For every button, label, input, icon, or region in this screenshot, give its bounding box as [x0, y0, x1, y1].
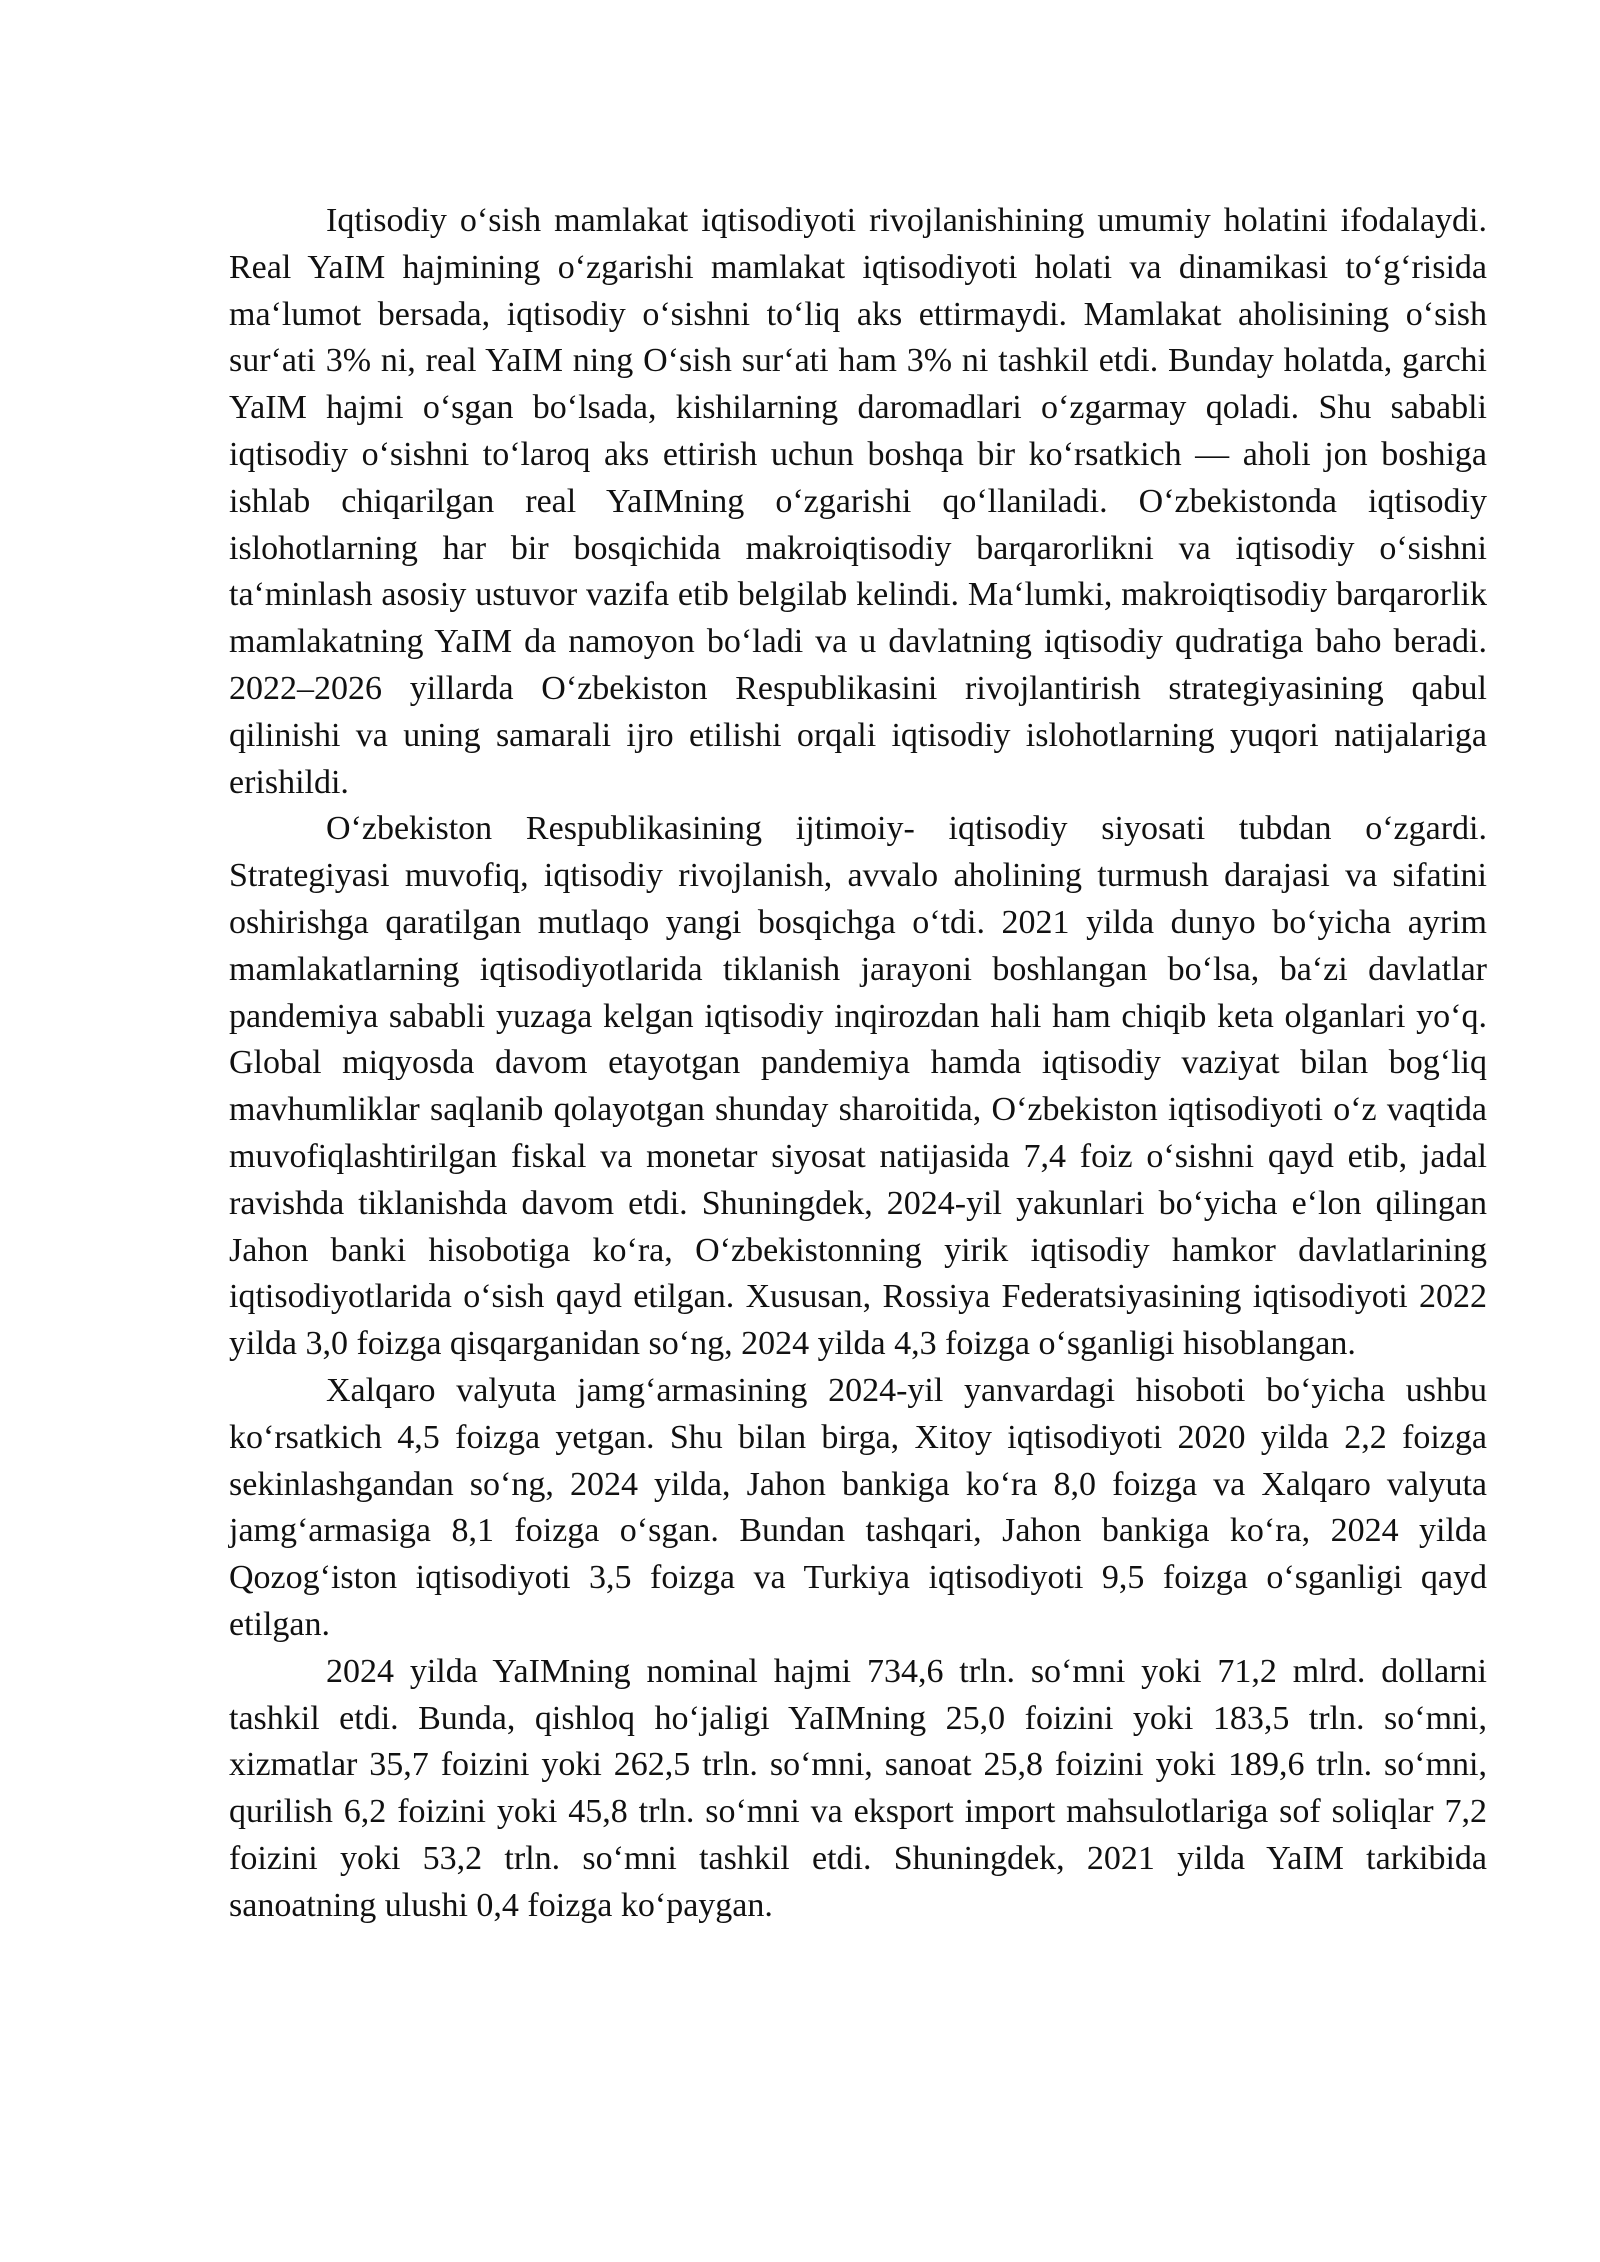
paragraph-3: Xalqaro valyuta jamgʻarmasining 2024-yil yanvardagi hisoboti boʻyicha ushbu koʻrsatkich 4,5 foizga yetgan. Shu bilan birga, Xitoy iqtisodiyoti 2020 yilda 2,2 foizga sekinlashgandan soʻng, 2024 yilda, Jahon bankiga koʻra 8,0 foizga va Xalqaro valyuta jamgʻarmasiga 8,1 foizga oʻsgan. Bundan tashqari, Jahon bankiga koʻra, 2024 yilda Qozogʻiston iqtisodiyoti 3,5 foizga va Turkiya iqtisodiyoti 9,5 foizga oʻsganligi qayd etilgan.	[229, 1371, 1487, 1643]
paragraph-4: 2024 yilda YaIMning nominal hajmi 734,6 trln. soʻmni yoki 71,2 mlrd. dollarni tashkil etdi. Bunda, qishloq hoʻjaligi YaIMning 25,0 foizini yoki 183,5 trln. soʻmni, xizmatlar 35,7 foizini yoki 262,5 trln. soʻmni, sanoat 25,8 foizini yoki 189,6 trln. soʻmni, qurilish 6,2 foizini yoki 45,8 trln. soʻmni va eksport import mahsulotlariga sof soliqlar 7,2 foizini yoki 53,2 trln. soʻmni tashkil etdi. Shuningdek, 2021 yilda YaIM tarkibida sanoatning ulushi 0,4 foizga koʻpaygan.	[229, 1652, 1487, 1924]
paragraph-1: Iqtisodiy oʻsish mamlakat iqtisodiyoti rivojlanishining umumiy holatini ifodalaydi. Real YaIM hajmining oʻzgarishi mamlakat iqtisodiyoti holati va dinamikasi toʻgʻrisida maʻlumot bersada, iqtisodiy oʻsishni toʻliq aks ettirmaydi. Mamlakat aholisining oʻsish surʻati 3% ni, real YaIM ning Oʻsish surʻati ham 3% ni tashkil etdi. Bunday holatda, garchi YaIM hajmi oʻsgan boʻlsada, kishilarning daromadlari oʻzgarmay qoladi. Shu sababli iqtisodiy oʻsishni toʻlaroq aks ettirish uchun boshqa bir koʻrsatkich — aholi jon boshiga ishlab chiqarilgan real YaIMning oʻzgarishi qoʻllaniladi. Oʻzbekistonda iqtisodiy islohotlarning har bir bosqichida makroiqtisodiy barqarorlikni va iqtisodiy oʻsishni taʻminlash asosiy ustuvor vazifa etib belgilab kelindi. Maʻlumki, makroiqtisodiy barqarorlik mamlakatning YaIM da namoyon boʻladi va u davlatning iqtisodiy qudratiga baho beradi. 2022–2026 yillarda Oʻzbekiston Respublikasini rivojlantirish strategiyasining qabul qilinishi va uning samarali ijro etilishi orqali iqtisodiy islohotlarning yuqori natijalariga erishildi.	[229, 202, 1487, 801]
paragraph-2: Oʻzbekiston Respublikasining ijtimoiy- iqtisodiy siyosati tubdan oʻzgardi. Strategiyasi muvofiq, iqtisodiy rivojlanish, avvalo aholining turmush darajasi va sifatini oshirishga qaratilgan mutlaqo yangi bosqichga oʻtdi. 2021 yilda dunyo boʻyicha ayrim mamlakatlarning iqtisodiyotlarida tiklanish jarayoni boshlangan boʻlsa, baʻzi davlatlar pandemiya sababli yuzaga kelgan iqtisodiy inqirozdan hali ham chiqib keta olganlari yoʻq. Global miqyosda davom etayotgan pandemiya hamda iqtisodiy vaziyat bilan bogʻliq mavhumliklar saqlanib qolayotgan shunday sharoitida, Oʻzbekiston iqtisodiyoti oʻz vaqtida muvofiqlashtirilgan fiskal va monetar siyosat natijasida 7,4 foiz oʻsishni qayd etib, jadal ravishda tiklanishda davom etdi. Shuningdek, 2024-yil yakunlari boʻyicha eʻlon qilingan Jahon banki hisobotiga koʻra, Oʻzbekistonning yirik iqtisodiy hamkor davlatlarining iqtisodiyotlarida oʻsish qayd etilgan. Xususan, Rossiya Federatsiyasining iqtisodiyoti 2022 yilda 3,0 foizga qisqarganidan soʻng, 2024 yilda 4,3 foizga oʻsganligi hisoblangan.	[229, 810, 1487, 1363]
text-column	[229, 198, 1487, 1929]
